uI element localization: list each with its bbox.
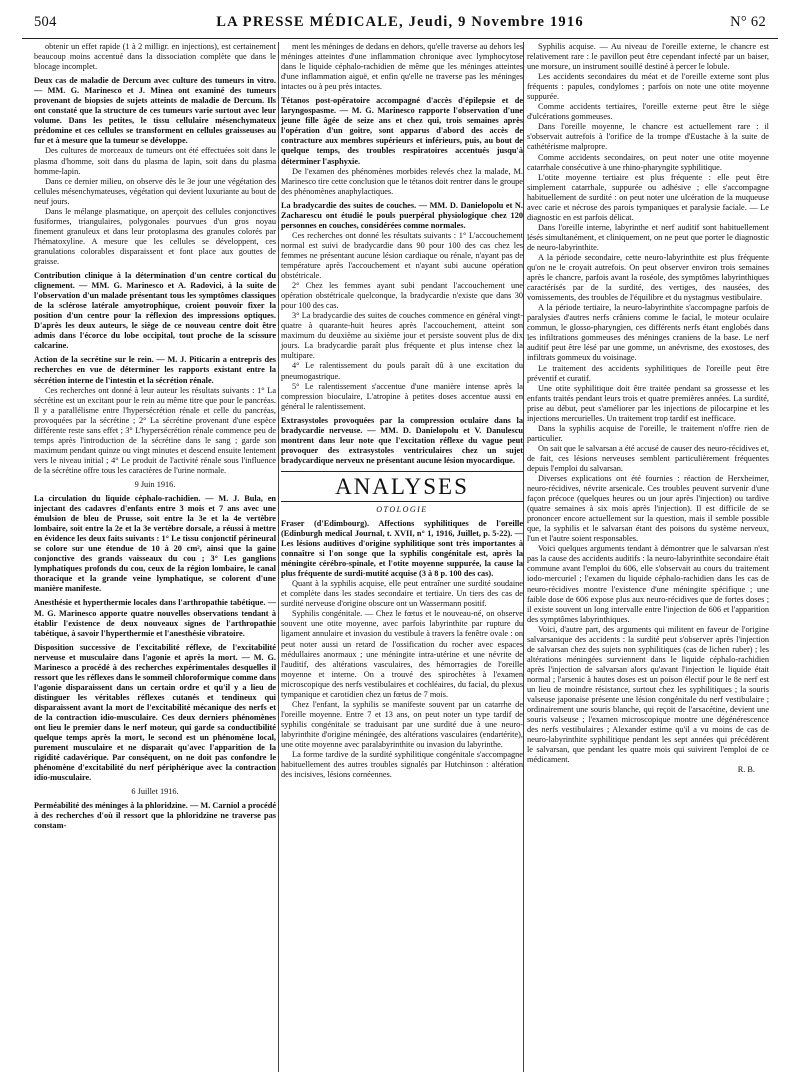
paragraph: 4° Le ralentissement du pouls paraît dû à une excitation du pneumogastrique. — [281, 361, 523, 381]
paragraph: Dans ce dernier milieu, on observe dès le 3e jour une végétation des cellules mésenchymateuses, végétation qui devient luxuriante au bout de neuf jours. — [34, 176, 276, 206]
paragraph: ment les méninges de dedans en dehors, qu'elle traverse au dehors les méninges atteintes d'une inflammation chronique avec lymphocytose dans le liquide céphalo-rachidien de même que les méninges atteintes d'une inflammation aiguë, et enfin qu'elle ne traverse pas les méninges intactes ou à peu près intactes. — [281, 42, 523, 92]
paragraph: 2° Chez les femmes ayant subi pendant l'accouchement une opération obstétricale quelconque, la bradycardie n'existe que dans 30 pour 100 des cas. — [281, 281, 523, 311]
paragraph: Le traitement des accidents syphilitiques de l'oreille peut être préventif et curatif. — [527, 363, 769, 383]
section-subtitle: OTOLOGIE — [376, 504, 428, 514]
paragraph: 3° La bradycardie des suites de couches commence en général vingt-quatre à quarante-huit heures après l'accouchement, atteint son maximum du deuxième au sixième jour et persiste souvent plus de dix jours. La bradycardie paraît plus fréquente et plus intense chez la multipare. — [281, 311, 523, 361]
section-title: ANALYSES — [335, 473, 469, 499]
article-heading-paragraph: Tétanos post-opératoire accompagné d'accès d'épilepsie et de laryngospasme. — M. G. Marinesco rapporte l'observation d'une jeune fille âgée de seize ans et chez qui, trois semaines après l'opération d'un goitre, sont apparus d'abord des accès de contracture aux membres supérieurs et inférieurs, puis, au bout de quelque temps, des troubles respiratoires accentués jusqu'à déterminer l'asphyxie. — [281, 96, 523, 166]
paragraph: Des cultures de morceaux de tumeurs ont été effectuées soit dans le plasma d'homme, soit dans du plasma de lapin, soit dans du plasma homme-lapin. — [34, 146, 276, 176]
article-heading-paragraph: La bradycardie des suites de couches. — MM. D. Danielopolu et N. Zacharescu ont étudié le pouls puerpéral physiologique chez 120 personnes en couches, considérées comme normales. — [281, 200, 523, 230]
paragraph: Dans la syphilis acquise de l'oreille, le traitement n'offre rien de particulier. — [527, 423, 769, 443]
paragraph: obtenir un effet rapide (1 à 2 milligr. en injections), est certainement beaucoup moins accentué dans la dissociation complète que dans le blocage incomplet. — [34, 42, 276, 72]
analyses-banner — [281, 471, 523, 502]
paragraph: Diverses explications ont été fournies : réaction de Herxheimer, neuro-récidives, névrite arsenicale. Ces troubles peuvent survenir d'une façon précoce (quelques heures ou un jour après l'injection) ou tardive (quatre semaines à six mois après l'injection). Il est difficile de se prononcer encore actuellement sur la question, mais il semble possible que, la syphilis et le salvarsan étant des poisons du système nerveux, l'un et l'autre soient responsables. — [527, 474, 769, 544]
paragraph: La forme tardive de la surdité syphilitique congénitale s'accompagne habituellement des autres troubles signalés par Hutchinson : altération des incisives, lésions cornéennes. — [281, 750, 523, 780]
article-heading-paragraph: Contribution clinique à la détermination d'un centre cortical du clignement. — MM. G. Marinesco et A. Radovici, à la suite de l'observation d'un malade présentant tous les symptômes classiques de la sclérose latérale amyotrophique, croient pouvoir fixer la position d'un centre pour la réflexion des impressions optiques. D'après les deux auteurs, le siège de ce nouveau centre doit être admis dans l'écorce du lobe occipital, tout proche de la scissure calcarine. — [34, 271, 276, 351]
journal-title-text: LA PRESSE MÉDICALE, Jeudi, 9 Novembre 1916 — [216, 14, 584, 30]
paragraph: Les accidents secondaires du méat et de l'oreille externe sont plus fréquents : papules, condylomes ; parfois on note une otite moyenne suppurée. — [527, 72, 769, 102]
paragraph: Dans l'oreille interne, labyrinthe et nerf auditif sont habituellement lésés simultanément, et cliniquement, on ne peut que porter le diagnostic de neuro-labyrinthite. — [527, 222, 769, 252]
article-heading-paragraph: La circulation du liquide céphalo-rachidien. — M. J. Bula, en injectant des cadavres d'enfants entre 3 mois et 7 ans avec une émulsion de bleu de Prusse, soit entre la 3e et la 4e vertèbre lombaire, soit entre la 2e et la 3e vertèbre dorsale, a réussi à mettre en évidence les deux faits suivants : 1° Le tissu conjonctif périneural se colore sur une étendue de 10 à 20 cm², ainsi que la gaine conjonctive des grands vaisseaux du cou ; 3° Les ganglions lymphatiques profonds du cou, ceux de la région lombaire, le canal thoracique et la grande veine lymphatique, se colorent d'une manière manifeste. — [34, 494, 276, 594]
article-heading-paragraph: Extrasystoles provoquées par la compression oculaire dans la bradycardie nerveuse. — MM. D. Danielopolu et V. Danulescu montrent dans leur note que l'excitation réflexe du vague peut provoquer des extrasystoles ventriculaires chez un sujet bradycardique nerveux ne présentant aucune lésion myocardique. — [281, 415, 523, 465]
paragraph: A la période secondaire, cette neuro-labyrinthite est plus fréquente qu'on ne le croyait autrefois. On peut observer environ trois semaines après le chancre, parfois avant la roséole, des symptômes labyrinthiques caractérisés par de la surdité, des vertiges, des nausées, des vomissements, des troubles de l'équilibre et du nystagmus vestibulaire. — [527, 252, 769, 303]
article-heading-paragraph: Anesthésie et hyperthermie locales dans l'arthropathie tabétique. — M. G. Marinesco apporte quatre nouvelles observations tendant à établir l'existence de deux nouveaux signes de l'arthropathie tabétique, à savoir l'hyperthermie et l'anesthésie vibratoire. — [34, 598, 276, 638]
paragraph: Dans le mélange plasmatique, on aperçoit des cellules conjonctives fusiformes, triangulaires, polygonales pourvues d'un gros noyau finement granuleux et dans leur protoplasma des granules colorés par l'hématoxyline. A mesure que les cellules se développent, ces granulations colorables disparaissent et font place aux gouttes de graisse. — [34, 206, 276, 266]
paragraph: Voici, d'autre part, des arguments qui militent en faveur de l'origine salvarsanique des accidents : la surdité peut s'observer après l'injection de salvarsan chez des sujets non syphilitiques (cas de lichen ruber) ; les altérations méningées surviennent dans le liquide céphalo-rachidien après l'injection de salvarsan alors qu'avant l'injection le liquide était normal ; l'arsenic à hautes doses est un poison électif pour le 8e nerf est un lieu de moindre résistance, surtout chez les syphilitiques ; la souris valseuse japonaise présente une lésion congénitale du nerf vestibulaire ; ordinairement une souris blanche, qui reçoit de l'arsacétine, devient une souris valseuse ; l'examen microscopique montre une dégénérescence des nerfs vestibulaires ; Alexander estime qu'il a vu moins de cas de neuro-labyrinthite syphilitique pendant les sept années qui précédèrent le salvarsan, que pendant les quatre mois qui suivirent l'emploi de ce médicament. — [527, 624, 769, 765]
issue-number: N° 62 — [730, 14, 766, 30]
article-heading-paragraph: Disposition successive de l'excitabilité réflexe, de l'excitabilité nerveuse et musculaire dans l'agonie et après la mort. — M. G. Marinesco a procédé à des recherches expérimentales desquelles il ressort que les réflexes dans le sommeil chloroformique comme dans l'agonie disparaissent dans un certain ordre et qu'il y a lieu de distinguer les véritables réflexes cutanés et tendineux qui disparaissent avant la mort de l'excitabilité mécanique des nerfs et de la contraction idio-musculaire. Ces deux derniers phénomènes ont lieu le premier dans le nerf moteur, qui garde sa conductibilité quelque temps après la mort, le second est un phénomène local, purement musculaire et ne disparait qu'avec l'apparition de la rigidité cadavérique. Par conséquent, on ne doit pas confondre le phénomène d'excitabilité du nerf périphérique avec la contraction idio-musculaire. — [34, 642, 276, 783]
header-rule — [22, 38, 778, 39]
paragraph: 5° Le ralentissement s'accentue d'une manière intense après la compression bioculaire, L'atropine à petites doses accentue aussi en général le ralentissement. — [281, 381, 523, 411]
journal-title — [22, 14, 778, 31]
paragraph: Dans l'oreille moyenne, le chancre est actuellement rare : il s'observait autrefois à l'orifice de la trompe d'Eustache à la suite de cathétérisme malpropre. — [527, 122, 769, 152]
paragraph: Voici quelques arguments tendant à démontrer que le salvarsan n'est pas la cause des accidents auditifs : la neuro-labyrinthite secondaire était commune avant l'emploi du 606, elle s'observait au cours du traitement iodo-mercuriel ; l'examen du liquide céphalo-rachidien dans les cas de neuro-récidives montre l'existence d'une méningite spécifique ; une faible dose de 606 expose plus aux neuro-récidives que de fortes doses ; il existe souvent un long intervalle entre l'injection de 606 et l'apparition des symptômes labyrinthiques. — [527, 544, 769, 624]
paragraph: Ces recherches ont donné à leur auteur les résultats suivants : 1° La sécrétine est un excitant pour le rein au même titre que pour le pancréas. Il y a parallélisme entre l'hypersécrétion rénale et celle du pancréas, provoquées par la sécrétine ; 2° La sécrétine provenant d'une espèce différente reste sans effet ; 3° L'hypersécrétion rénale commence peu de temps après l'introduction de la sécrétine dans le sang ; garde son maximum pendant quinze ou vingt minutes et descend ensuite lentement vers le niveau initial ; 4° Le produit de l'activité rénale sous l'influence de la sécrétine offre tous les caractères de l'urine normale. — [34, 385, 276, 475]
article-heading-paragraph: Action de la secrétine sur le rein. — M. J. Piticarin a entrepris des recherches en vue de déterminer les rapports existant entre la sécrétion interne de l'intestin et la sécrétion rénale. — [34, 355, 276, 385]
paragraph: L'otite moyenne tertiaire est plus fréquente : elle peut être simplement catarrhale, suppurée ou adhésive ; elle s'accompagne habituellement de surdité : on peut noter une ulcération de la muqueuse avec carie et nécrose des parois tympaniques et paralysie faciale. — Le diagnostic en est parfois délicat. — [527, 172, 769, 222]
page-header — [22, 14, 778, 36]
paragraph: Syphilis acquise. — Au niveau de l'oreille externe, le chancre est relativement rare : le pavillon peut être cependant infecté par un baiser, une morsure, un instrument souillé destiné à percer le lobule. — [527, 42, 769, 72]
paragraph: Quant à la syphilis acquise, elle peut entraîner une surdité soudaine et complète dans les stades secondaire et tertiaire. Un tiers des cas de surdité nerveuse d'origine obscure ont un Wassermann positif. — [281, 579, 523, 609]
column-right — [527, 42, 769, 1072]
paragraph: Une otite syphilitique doit être traitée pendant sa grossesse et les enfants traités pendant leurs trois et quatre premières années. La surdité, prise au début, peut s'améliorer par les injections de pilocarpine et les injections mercurielles. Un traitement trop tardif est inefficace. — [527, 383, 769, 423]
column-middle — [281, 42, 523, 1072]
paragraph: De l'examen des phénomènes morbides relevés chez la malade, M. Marinesco tire cette conclusion que le tétanos doit rentrer dans le groupe des phénomènes anaphylactiques. — [281, 166, 523, 196]
session-date: 9 Juin 1916. — [134, 479, 176, 489]
article-heading-paragraph: Deux cas de maladie de Dercum avec culture des tumeurs in vitro. — MM. G. Marinesco et J. Minea ont examiné des tumeurs provenant de biopsies de sujets atteints de maladie de Dercum. Ils ont constaté que la structure de ces tumeurs varie surtout avec leur volume. Dans les petites, le tissu cellulaire mésenchymateux prédomine et ces cellules se transforment en cellules graisseuses au fur et à mesure que la tumeur se développe. — [34, 76, 276, 146]
column-divider — [278, 42, 279, 1072]
article-heading-paragraph: Perméabilité des méninges à la phloridzine. — M. Carniol a procédé à des recherches d'où il ressort que la phloridzine ne traverse pas constam- — [34, 801, 276, 831]
column-left — [34, 42, 276, 1072]
author-initials: R. B. — [737, 765, 755, 775]
article-heading-paragraph: Fraser (d'Edimbourg). Affections syphilitiques de l'oreille (Edinburgh medical Journal, t. XVII, n° 1, 1916, Juillet, p. 5-22). — Les lésions auditives d'origine syphilitique sont très importantes à connaître si l'on songe que la syphilis congénitale est, après la méningite cérébro-spinale, et l'otite moyenne suppurée, la cause la plus fréquente de surdi-mutité acquise (3 à 8 p. 100 des cas). — [281, 518, 523, 579]
paragraph: Syphilis congénitale. — Chez le fœtus et le nouveau-né, on observe souvent une otite moyenne, avec parfois labyrinthite par rupture du ligament annulaire et invasion du vestibule à travers la fenêtre ovale : on peut noter aussi un retard de l'ossification du rocher avec espaces médullaires anormaux ; une méningite intra-utérine et une névrite de l'auditif, des altérations vasculaires, des hémorragies de l'oreille moyenne et interne. On a trouvé des spirochètes à l'examen microscopique des nerfs vestibulaires et cochléaires, du facial, du plexus tympanique et carotidien chez un fœtus de 7 mois. — [281, 609, 523, 699]
paragraph: Ces recherches ont donné les résultats suivants : 1° L'accouchement normal est suivi de bradycardie dans 90 pour 100 des cas chez les femmes ne présentant aucune lésion cardiaque ou rénale, n'ayant pas de température après l'accouchement et n'ayant subi aucune opération obstétricale. — [281, 230, 523, 281]
column-divider — [523, 42, 524, 1072]
paragraph: Chez l'enfant, la syphilis se manifeste souvent par un catarrhe de l'oreille moyenne. Entre 7 et 13 ans, on peut noter un type tardif de syphilis congénitale se traduisant par une surdité due à une neuro-labyrinthite d'origine méningée, des altérations vasculaires (endartérite), une otite moyenne avec paralabyrinthite ou invasion du labyrinthe. — [281, 699, 523, 749]
session-date: 6 Juillet 1916. — [131, 787, 179, 797]
paragraph: A la période tertiaire, la neuro-labyrinthite s'accompagne parfois de paralysies d'autres nerfs crâniens comme le facial, le moteur oculaire commun, le glosso-pharyngien, ces différents nerfs étant englobés dans les infiltrations gommeuses des méninges craniens de la base. Le nerf auditif peut être lésé par une gomme, un anévrisme, des exostoses, des infiltrats gommeux du voisinage. — [527, 303, 769, 363]
page-number: 504 — [34, 14, 57, 30]
paragraph: Comme accidents secondaires, on peut noter une otite moyenne catarrhale consécutive à une rhino-pharyngite syphilitique. — [527, 152, 769, 172]
paragraph: On sait que le salvarsan a été accusé de causer des neuro-récidives et, de fait, ces lésions nerveuses semblent particulièrement fréquentes depuis l'emploi du salvarsan. — [527, 443, 769, 473]
paragraph: Comme accidents tertiaires, l'oreille externe peut être le siège d'ulcérations gommeuses. — [527, 102, 769, 122]
